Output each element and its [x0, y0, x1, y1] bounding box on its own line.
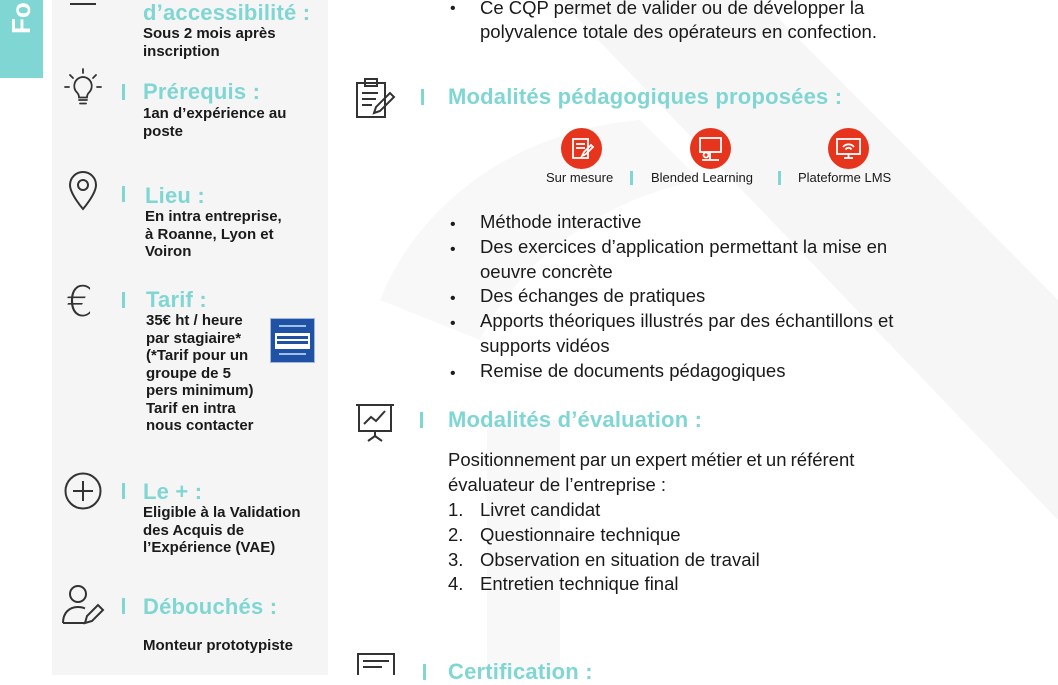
debouches-heading: Débouchés : — [143, 594, 278, 619]
tarif-bar — [122, 292, 125, 308]
modalites-heading: Modalités pédagogiques proposées : — [448, 84, 843, 109]
certification-bar — [423, 664, 426, 680]
prerequis-bar — [122, 84, 125, 100]
bullet-dot: • — [450, 315, 456, 332]
bullet-line: supports vidéos — [480, 335, 610, 356]
mode-label-blended-learning: Blended Learning — [651, 170, 753, 185]
certificate-icon — [356, 652, 396, 675]
evaluation-item-number: 4. — [448, 573, 464, 594]
presentation-chart-icon — [354, 402, 396, 444]
euro-icon: € — [66, 277, 93, 326]
bullet-dot: • — [450, 290, 456, 307]
bullet-dot: • — [450, 365, 456, 382]
accessibility-icon — [68, 0, 98, 8]
certification-heading: Certification : — [448, 659, 593, 684]
modalites-bar — [421, 89, 424, 105]
lieu-heading: Lieu : — [145, 183, 205, 208]
blended-learning-icon — [690, 128, 731, 169]
plus-circle-icon — [63, 471, 103, 511]
bullet-line: Des échanges de pratiques — [480, 285, 706, 306]
mode-divider — [778, 171, 781, 185]
evaluation-item-number: 1. — [448, 499, 464, 520]
bullet-line: oeuvre concrète — [480, 261, 613, 282]
side-tab-text: Fo — [6, 2, 36, 34]
bullet-line: Méthode interactive — [480, 211, 642, 232]
cpf-badge-logo — [270, 318, 315, 363]
evaluation-item-text: Questionnaire technique — [480, 524, 681, 545]
evaluation-item-number: 3. — [448, 549, 464, 570]
evaluation-intro: Positionnement par un expert métier et un référent — [448, 449, 855, 470]
bullet-dot: • — [450, 241, 456, 258]
mode-label-plateforme-lms: Plateforme LMS — [798, 170, 892, 185]
bullet-dot: • — [450, 216, 456, 233]
plus-heading: Le + : — [143, 479, 203, 504]
evaluation-item-text: Entretien technique final — [480, 573, 679, 594]
bullet-line: Des exercices d’application permettant la mise en — [480, 236, 888, 257]
evaluation-item-number: 2. — [448, 524, 464, 545]
side-tab — [0, 0, 43, 78]
evaluation-item-text: Observation en situation de travail — [480, 549, 760, 570]
prerequis-heading: Prérequis : — [143, 79, 261, 104]
evaluation-intro: évaluateur de l’entreprise : — [448, 474, 667, 495]
mode-divider — [630, 171, 633, 185]
evaluation-bar — [420, 412, 423, 428]
plus-bar — [122, 483, 125, 499]
debouches-bar — [122, 598, 125, 614]
intro-bullet-line: polyvalence totale des opérateurs en confection. — [480, 21, 877, 42]
clipboard-edit-icon — [354, 77, 396, 119]
bullet-line: Remise de documents pédagogiques — [480, 360, 786, 381]
prerequis-text: 1an d’expérience au poste — [143, 105, 287, 140]
lieu-text: En intra entreprise, à Roanne, Lyon et Voiron — [145, 208, 282, 260]
user-edit-icon — [61, 583, 105, 625]
lieu-bar — [122, 186, 125, 202]
mode-label-sur-mesure: Sur mesure — [546, 170, 614, 185]
sur-mesure-icon — [561, 128, 602, 169]
lightbulb-icon — [62, 67, 104, 109]
tarif-heading: Tarif : — [146, 287, 207, 312]
plus-text: Eligible à la Validation des Acquis de l’Expérience (VAE) — [143, 504, 301, 556]
evaluation-heading: Modalités d’évaluation : — [448, 407, 703, 432]
tarif-text: 35€ ht / heure par stagiaire* (*Tarif pour un groupe de 5 pers minimum) Tarif en intra nous contacter — [146, 312, 254, 434]
bullet-line: Apports théoriques illustrés par des échantillons et — [480, 310, 894, 331]
plateforme-lms-icon — [828, 128, 869, 169]
debouches-text: Monteur prototypiste — [143, 637, 293, 654]
accessibility-heading: d’accessibilité : — [143, 0, 311, 25]
accessibility-text: Sous 2 mois après inscription — [143, 25, 276, 60]
evaluation-item-text: Livret candidat — [480, 499, 601, 520]
intro-bullet-line: Ce CQP permet de valider ou de développer la — [480, 0, 865, 18]
intro-bullet-dot: • — [450, 0, 456, 17]
location-pin-icon — [66, 170, 100, 212]
